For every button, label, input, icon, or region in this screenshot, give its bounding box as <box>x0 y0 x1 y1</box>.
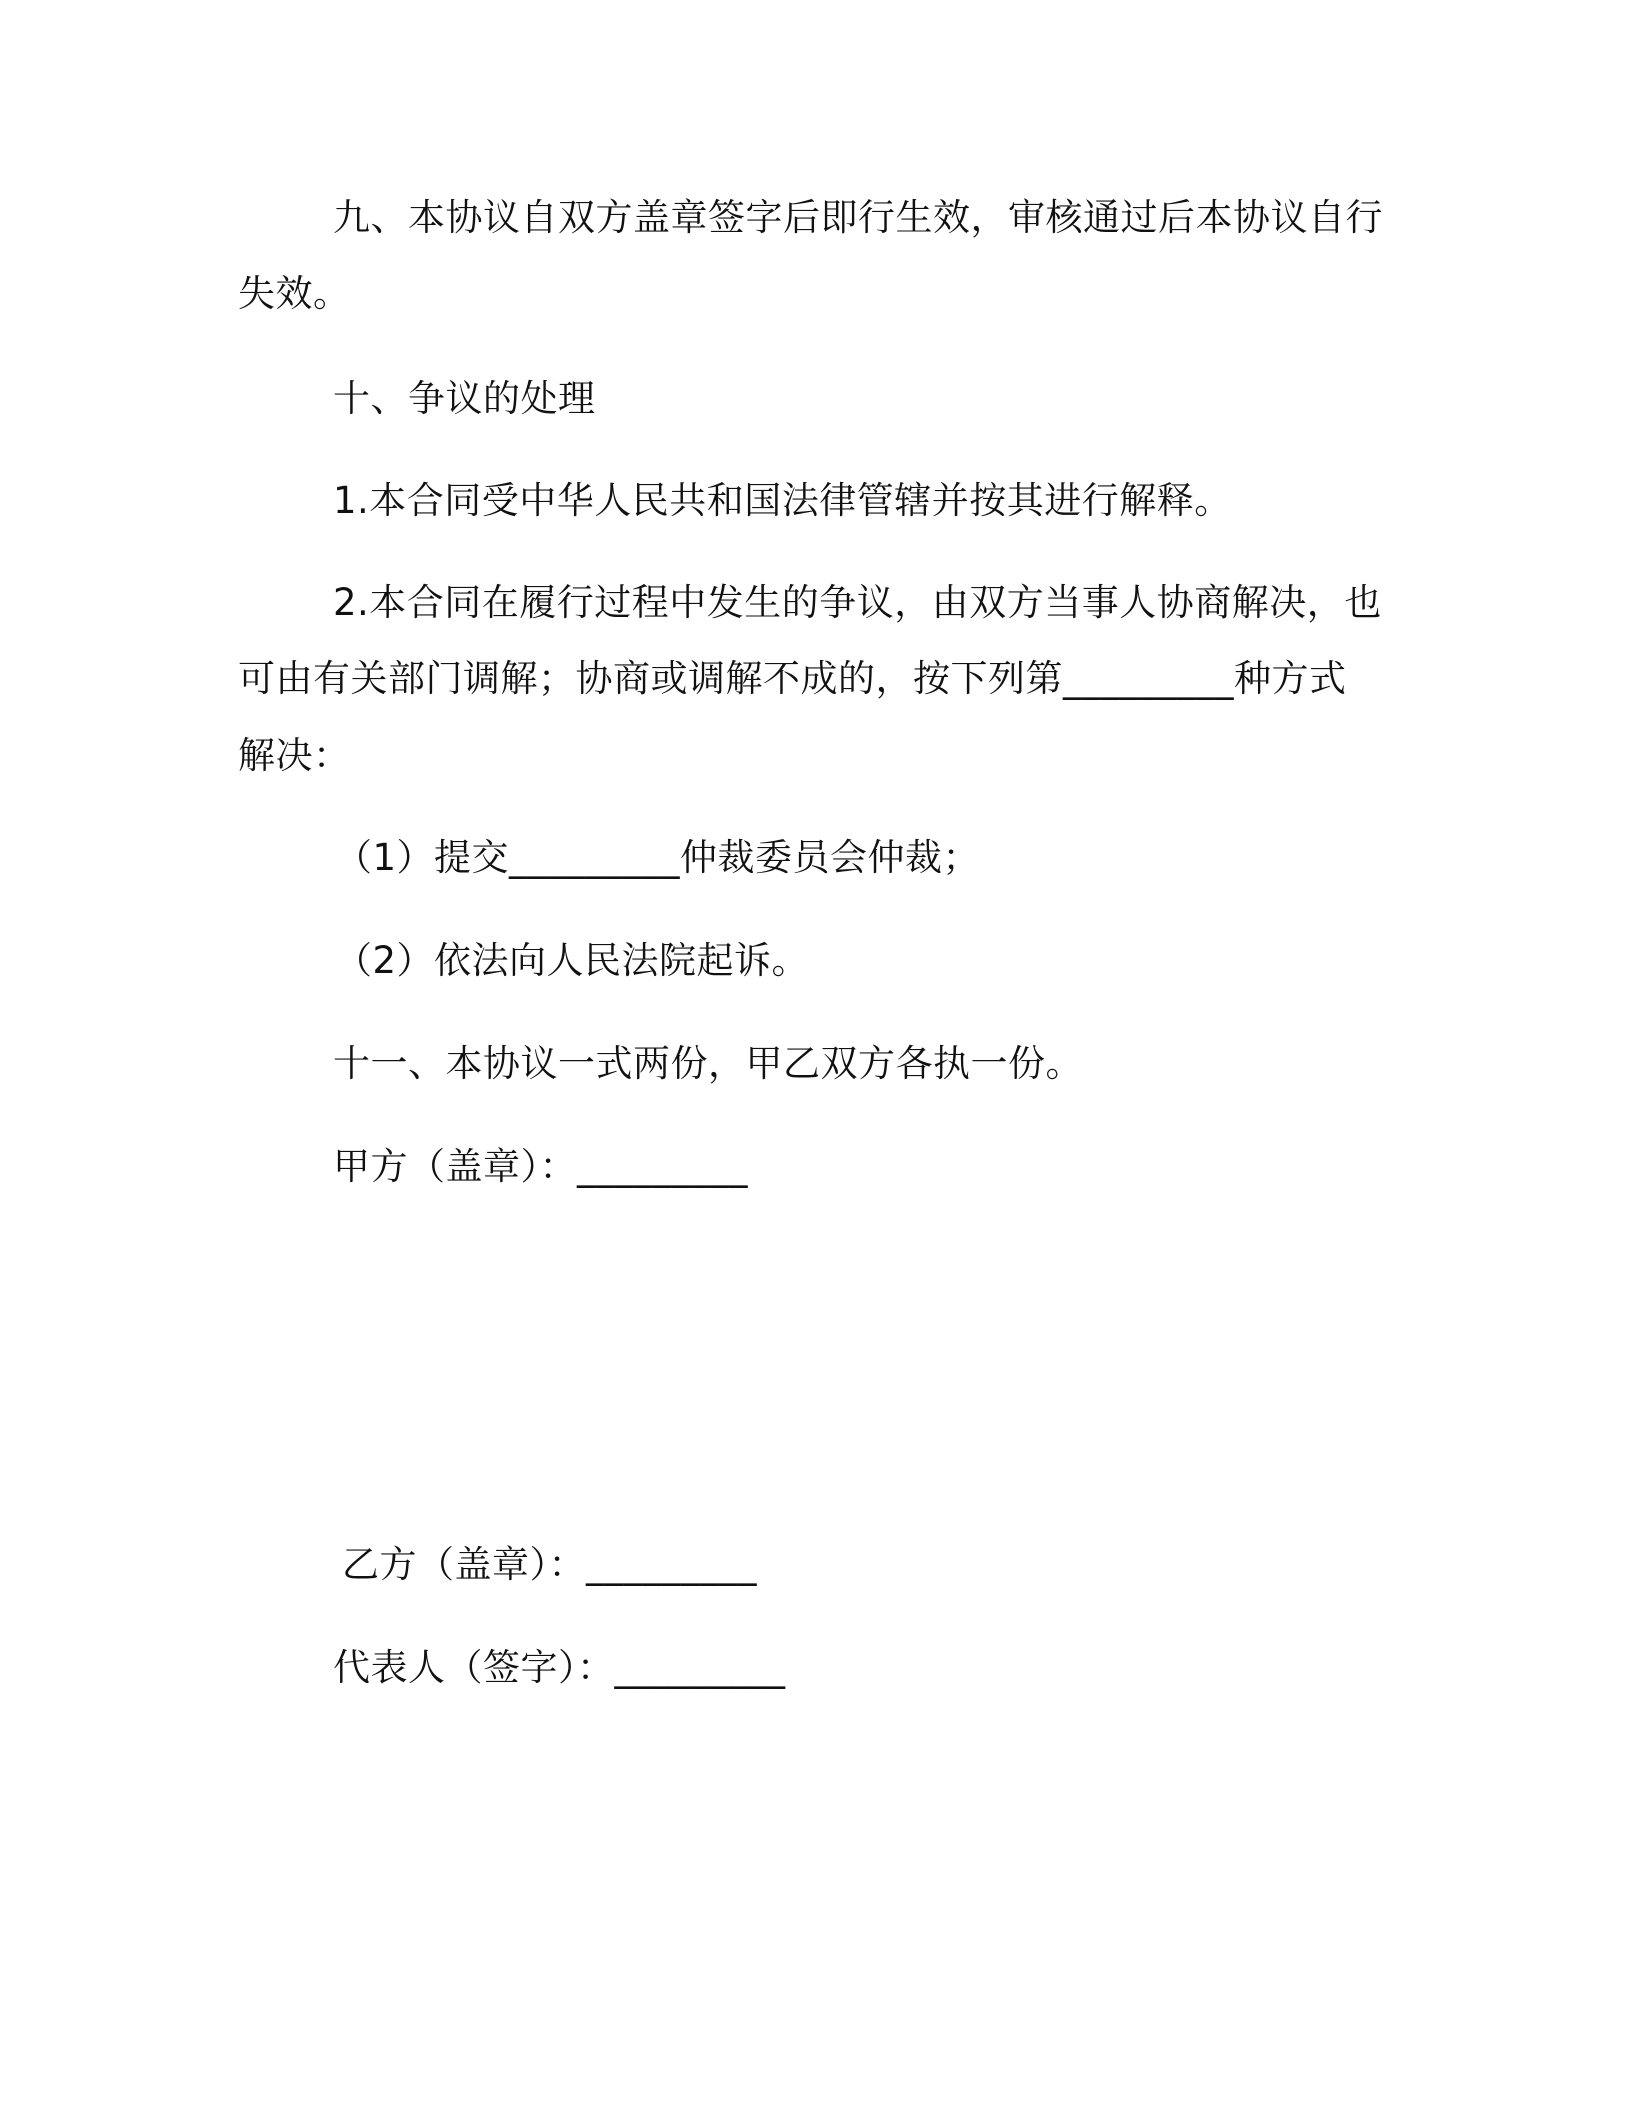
clause-10-item-2-line-3: 解决： <box>238 734 351 777</box>
party-a-seal: 甲方（盖章）：_________ <box>333 1145 748 1188</box>
clause-10-item-2-line-2: 可由有关部门调解；协商或调解不成的，按下列第_________种方式 <box>238 657 1347 700</box>
dispute-option-1: （1）提交_________仲裁委员会仲裁； <box>335 836 981 879</box>
clause-9-line-2: 失效。 <box>238 272 351 315</box>
clause-10-item-2-line-1: 2.本合同在履行过程中发生的争议，由双方当事人协商解决，也 <box>333 581 1382 624</box>
dispute-option-2: （2）依法向人民法院起诉。 <box>335 939 810 982</box>
clause-9-line-1: 九、本协议自双方盖章签字后即行生效，审核通过后本协议自行 <box>333 196 1383 239</box>
clause-11: 十一、本协议一式两份，甲乙双方各执一份。 <box>333 1042 1083 1085</box>
clause-10-title: 十、争议的处理 <box>333 377 596 420</box>
clause-10-item-1: 1.本合同受中华人民共和国法律管辖并按其进行解释。 <box>333 479 1232 522</box>
party-b-seal: 乙方（盖章）：_________ <box>342 1543 757 1586</box>
representative-signature: 代表人（签字）：_________ <box>333 1646 786 1689</box>
